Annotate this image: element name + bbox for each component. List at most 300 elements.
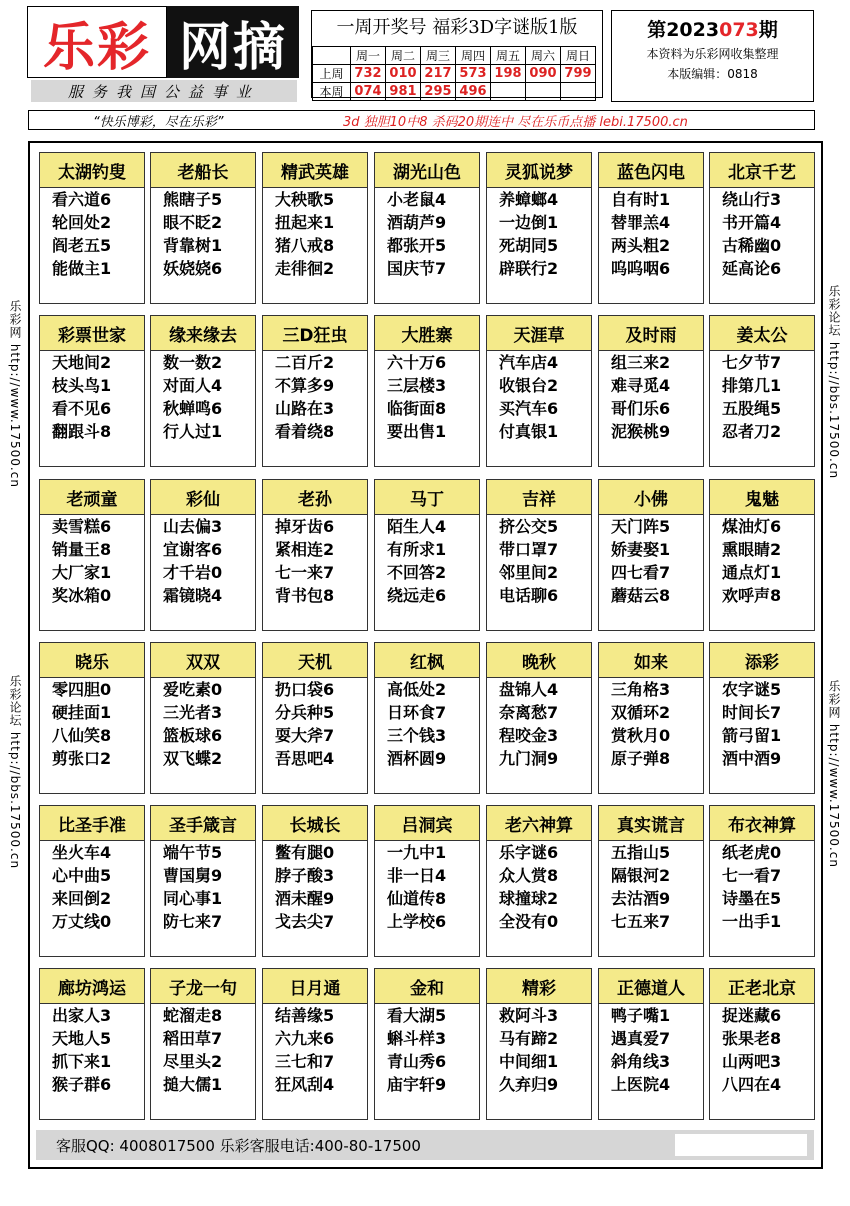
riddle-line: 乐字谜6 [499,843,559,862]
riddle-line: 心中曲5 [52,866,112,885]
riddle-line: 蛇溜走8 [163,1006,223,1025]
riddle-card [486,152,592,304]
riddle-line: 背靠树1 [163,236,223,255]
side-right-top[interactable]: 乐彩论坛 http://bbs.17500.cn [827,285,841,480]
riddle-line: 看六道6 [52,190,112,209]
card-title: 真实谎言 [599,806,703,841]
riddle-line: 九门洞9 [499,749,559,768]
draw-number: 198 [491,65,526,83]
riddle-line: 买汽车6 [499,399,559,418]
riddle-line: 庙宇轩9 [387,1075,447,1094]
riddle-card [709,805,815,957]
riddle-card [262,479,368,631]
riddle-card [262,642,368,794]
riddle-line: 国庆节7 [387,259,447,278]
riddle-line: 紧相连2 [275,540,335,559]
riddle-line: 非一日4 [387,866,447,885]
riddle-line: 扭起来1 [275,213,335,232]
card-title: 如来 [599,643,703,678]
draw-number: 496 [456,83,491,101]
day-header: 周二 [386,47,421,65]
card-title: 圣手箴言 [151,806,255,841]
ticker-quote: “快乐博彩，尽在乐彩” [93,114,224,130]
riddle-card [262,805,368,957]
riddle-line: 才千岩0 [163,563,223,582]
riddle-line: 尽里头2 [163,1052,223,1071]
riddle-line: 大厂家1 [52,563,112,582]
riddle-line: 狂风刮4 [275,1075,335,1094]
riddle-line: 大秧歌5 [275,190,335,209]
riddle-line: 酒杯圆9 [387,749,447,768]
riddle-line: 不回答2 [387,563,447,582]
riddle-line: 对面人4 [163,376,223,395]
riddle-line: 三角格3 [611,680,671,699]
riddle-line: 背书包8 [275,586,335,605]
riddle-line: 捉迷藏6 [722,1006,782,1025]
riddle-line: 稻田草7 [163,1029,223,1048]
riddle-card [150,805,256,957]
issue-note: 本资料为乐彩网收集整理 [646,47,779,61]
riddle-line: 上学校6 [387,912,447,931]
riddle-line: 蘑菇云8 [611,586,671,605]
riddle-card [374,152,480,304]
card-title: 正德道人 [599,969,703,1004]
riddle-line: 延高论6 [722,259,782,278]
riddle-card [598,315,704,467]
card-title: 晓乐 [40,643,144,678]
riddle-line: 三层楼3 [387,376,447,395]
card-title: 正老北京 [710,969,814,1004]
draw-number: 010 [386,65,421,83]
riddle-card [374,315,480,467]
riddle-line: 娇妻娶1 [611,540,671,559]
card-title: 布衣神算 [710,806,814,841]
riddle-line: 时间长7 [722,703,782,722]
riddle-line: 扔口袋6 [275,680,335,699]
card-title: 小佛 [599,480,703,515]
riddle-line: 七一看7 [722,866,782,885]
card-title: 长城长 [263,806,367,841]
riddle-line: 妖娆娆6 [163,259,223,278]
day-header: 周日 [561,47,596,65]
riddle-line: 篮板球6 [163,726,223,745]
riddle-line: 七五来7 [611,912,671,931]
ticker-promo[interactable]: 3d 独胆10中8 杀码20期连中 尽在乐币点播 lebi.17500.cn [343,114,688,130]
riddle-line: 高低处2 [387,680,447,699]
issue-num: 073 [719,19,759,41]
riddle-line: 双飞蝶2 [163,749,223,768]
riddle-line: 坐火车4 [52,843,112,862]
riddle-card [150,152,256,304]
riddle-line: 枝头鸟1 [52,376,112,395]
draw-corner [313,47,351,65]
riddle-line: 书开篇4 [722,213,782,232]
riddle-line: 死胡同5 [499,236,559,255]
riddle-line: 天门阵5 [611,517,671,536]
riddle-card [374,479,480,631]
footer-bar [36,1130,814,1160]
riddle-line: 赏秋月0 [611,726,671,745]
issue-number [612,15,813,42]
riddle-line: 零四胆0 [52,680,112,699]
riddle-line: 要出售1 [387,422,447,441]
riddle-line: 欢呼声8 [722,586,782,605]
riddle-line: 七一来7 [275,563,335,582]
riddle-line: 蝌斗样3 [387,1029,447,1048]
card-title: 红枫 [375,643,479,678]
riddle-line: 绕山行3 [722,190,782,209]
riddle-line: 奈离愁7 [499,703,559,722]
card-title: 太湖钓叟 [40,153,144,188]
riddle-card [39,479,145,631]
card-title: 老六神算 [487,806,591,841]
riddle-line: 三个钱3 [387,726,447,745]
riddle-line: 收银台2 [499,376,559,395]
riddle-line: 眼不眨2 [163,213,223,232]
riddle-line: 秋蝉鸣6 [163,399,223,418]
riddle-line: 熊瞎子5 [163,190,223,209]
riddle-line: 难寻觅4 [611,376,671,395]
riddle-line: 酒未醒9 [275,889,335,908]
card-title: 老顽童 [40,480,144,515]
riddle-line: 轮回处2 [52,213,112,232]
riddle-line: 宜谢客6 [163,540,223,559]
riddle-card [709,479,815,631]
row-label: 本周 [313,83,351,101]
riddle-line: 斜角线3 [611,1052,671,1071]
riddle-line: 能做主1 [52,259,112,278]
draw-number [491,83,526,101]
draw-table [312,46,596,101]
draw-number: 573 [456,65,491,83]
card-title: 彩票世家 [40,316,144,351]
riddle-line: 付真银1 [499,422,559,441]
riddle-line: 爱吃素0 [163,680,223,699]
card-title: 北京千艺 [710,153,814,188]
riddle-line: 泥猴桃9 [611,422,671,441]
riddle-card [598,152,704,304]
card-title: 天机 [263,643,367,678]
riddle-card [486,968,592,1120]
riddle-line: 辟联行2 [499,259,559,278]
riddle-line: 古稀幽0 [722,236,782,255]
day-header: 周六 [526,47,561,65]
day-header: 周四 [456,47,491,65]
riddle-card [39,152,145,304]
riddle-line: 卖雪糕6 [52,517,112,536]
riddle-line: 上医院4 [611,1075,671,1094]
slogan: 服务我国公益事业 [31,80,297,102]
logo [27,6,299,78]
riddle-line: 鳖有腿0 [275,843,335,862]
riddle-line: 天地间2 [52,353,112,372]
riddle-line: 吾思吧4 [275,749,335,768]
card-title: 缘来缘去 [151,316,255,351]
riddle-line: 二百斤2 [275,353,335,372]
riddle-line: 剪张口2 [52,749,112,768]
riddle-line: 纸老虎0 [722,843,782,862]
side-right-bottom[interactable]: 乐彩网 http://www.17500.cn [827,680,841,868]
riddle-line: 不算多9 [275,376,335,395]
riddle-card [150,968,256,1120]
riddle-line: 自有时1 [611,190,671,209]
riddle-line: 戈去尖7 [275,912,335,931]
riddle-line: 哥们乐6 [611,399,671,418]
riddle-line: 抓下来1 [52,1052,112,1071]
card-title: 大胜寨 [375,316,479,351]
riddle-line: 久弃归9 [499,1075,559,1094]
draw-number: 295 [421,83,456,101]
card-title: 吉祥 [487,480,591,515]
card-title: 精武英雄 [263,153,367,188]
riddle-line: 去沽酒9 [611,889,671,908]
riddle-card [486,642,592,794]
riddle-line: 救阿斗3 [499,1006,559,1025]
issue-suffix: 期 [758,19,778,41]
footer-contact: 客服QQ: 4008017500 乐彩客服电话:400-80-17500 [56,1136,421,1155]
riddle-line: 鸭子嘴1 [611,1006,671,1025]
issue-editor: 本版编辑：0818 [667,67,758,81]
riddle-line: 来回倒2 [52,889,112,908]
riddle-line: 两头粗2 [611,236,671,255]
riddle-line: 临街面8 [387,399,447,418]
card-title: 蓝色闪电 [599,153,703,188]
card-title: 天涯草 [487,316,591,351]
riddle-line: 行人过1 [163,422,223,441]
draw-number: 732 [351,65,386,83]
riddle-card [262,315,368,467]
riddle-line: 看着绕8 [275,422,335,441]
riddle-line: 掉牙齿6 [275,517,335,536]
card-title: 马丁 [375,480,479,515]
riddle-line: 八仙笑8 [52,726,112,745]
riddle-line: 挤公交5 [499,517,559,536]
riddle-line: 五股绳5 [722,399,782,418]
riddle-line: 销量王8 [52,540,112,559]
riddle-card [262,152,368,304]
riddle-line: 熏眼睛2 [722,540,782,559]
riddle-line: 猴子群6 [52,1075,112,1094]
riddle-line: 八四在4 [722,1075,782,1094]
card-title: 姜太公 [710,316,814,351]
riddle-line: 分兵种5 [275,703,335,722]
riddle-line: 全没有0 [499,912,559,931]
riddle-card [709,152,815,304]
riddle-card [150,642,256,794]
riddle-line: 万丈线0 [52,912,112,931]
riddle-line: 酒中酒9 [722,749,782,768]
riddle-line: 曹国舅9 [163,866,223,885]
logo-left: 乐彩 [27,6,167,78]
draw-number: 799 [561,65,596,83]
card-title: 双双 [151,643,255,678]
card-title: 子龙一句 [151,969,255,1004]
riddle-line: 脖子酸3 [275,866,335,885]
riddle-line: 山路在3 [275,399,335,418]
riddle-line: 霜镜晓4 [163,586,223,605]
riddle-line: 看大湖5 [387,1006,447,1025]
draw-number: 217 [421,65,456,83]
riddle-line: 张果老8 [722,1029,782,1048]
issue-box [611,10,814,102]
riddle-line: 数一数2 [163,353,223,372]
card-title: 廊坊鸿运 [40,969,144,1004]
riddle-card [262,968,368,1120]
riddle-card [39,805,145,957]
logo-right: 网摘 [167,6,299,78]
side-left-bottom[interactable]: 乐彩论坛 http://bbs.17500.cn [8,675,22,870]
riddle-line: 通点灯1 [722,563,782,582]
draw-number: 981 [386,83,421,101]
riddle-line: 四七看7 [611,563,671,582]
card-title: 及时雨 [599,316,703,351]
card-title: 灵狐说梦 [487,153,591,188]
riddle-card [486,315,592,467]
day-header: 周三 [421,47,456,65]
riddle-line: 诗墨在5 [722,889,782,908]
card-title: 比圣手准 [40,806,144,841]
issue-prefix: 第2023 [647,19,720,41]
riddle-line: 三七和7 [275,1052,335,1071]
riddle-line: 原子弹8 [611,749,671,768]
riddle-line: 青山秀6 [387,1052,447,1071]
riddle-line: 走徘徊2 [275,259,335,278]
riddle-line: 搥大儒1 [163,1075,223,1094]
riddle-line: 邻里间2 [499,563,559,582]
card-title: 添彩 [710,643,814,678]
day-header: 周五 [491,47,526,65]
riddle-card [598,479,704,631]
riddle-line: 山两吧3 [722,1052,782,1071]
card-title: 精彩 [487,969,591,1004]
riddle-line: 一九中1 [387,843,447,862]
riddle-line: 出家人3 [52,1006,112,1025]
weekly-draw-box [311,10,603,98]
riddle-card [374,968,480,1120]
riddle-line: 奖冰箱0 [52,586,112,605]
riddle-line: 酒葫芦9 [387,213,447,232]
riddle-card [39,968,145,1120]
riddle-line: 日环食7 [387,703,447,722]
riddle-line: 六十万6 [387,353,447,372]
card-title: 三D狂虫 [263,316,367,351]
riddle-line: 中间细1 [499,1052,559,1071]
draw-title: 一周开奖号 福彩3D字谜版1版 [336,17,578,38]
riddle-line: 七夕节7 [722,353,782,372]
riddle-card [709,642,815,794]
riddle-card [374,805,480,957]
riddle-line: 双循环2 [611,703,671,722]
riddle-line: 六九来6 [275,1029,335,1048]
riddle-card [150,479,256,631]
riddle-line: 猪八戒8 [275,236,335,255]
riddle-card [150,315,256,467]
riddle-line: 端午节5 [163,843,223,862]
riddle-card [486,479,592,631]
riddle-line: 仙道传8 [387,889,447,908]
riddle-line: 同心事1 [163,889,223,908]
draw-number [561,83,596,101]
riddle-line: 一边倒1 [499,213,559,232]
day-header: 周一 [351,47,386,65]
riddle-line: 呜呜咽6 [611,259,671,278]
riddle-line: 耍大斧7 [275,726,335,745]
card-title: 湖光山色 [375,153,479,188]
riddle-line: 农字谜5 [722,680,782,699]
riddle-card [374,642,480,794]
riddle-line: 结善缘5 [275,1006,335,1025]
card-title: 晚秋 [487,643,591,678]
riddle-card [39,642,145,794]
card-title: 鬼魅 [710,480,814,515]
riddle-line: 遇真爱7 [611,1029,671,1048]
riddle-line: 盘锦人4 [499,680,559,699]
card-title: 老孙 [263,480,367,515]
riddle-line: 小老鼠4 [387,190,447,209]
riddle-line: 众人赏8 [499,866,559,885]
card-title: 吕洞宾 [375,806,479,841]
ticker-bar [28,110,815,130]
riddle-line: 汽车店4 [499,353,559,372]
riddle-line: 看不见6 [52,399,112,418]
riddle-line: 陌生人4 [387,517,447,536]
riddle-line: 马有蹄2 [499,1029,559,1048]
riddle-line: 一出手1 [722,912,782,931]
riddle-line: 忍者刀2 [722,422,782,441]
riddle-line: 程咬金3 [499,726,559,745]
riddle-line: 五指山5 [611,843,671,862]
riddle-card [598,642,704,794]
draw-number: 074 [351,83,386,101]
draw-number [526,83,561,101]
riddle-line: 防七来7 [163,912,223,931]
riddle-line: 箭弓留1 [722,726,782,745]
riddle-card [709,315,815,467]
riddle-line: 硬挂面1 [52,703,112,722]
riddle-line: 球撞球2 [499,889,559,908]
riddle-line: 天地人5 [52,1029,112,1048]
riddle-line: 排第几1 [722,376,782,395]
riddle-line: 三光者3 [163,703,223,722]
riddle-card [598,805,704,957]
riddle-card [709,968,815,1120]
riddle-line: 翻跟斗8 [52,422,112,441]
riddle-line: 电话聊6 [499,586,559,605]
riddle-card [39,315,145,467]
riddle-line: 养蟑螂4 [499,190,559,209]
card-title: 日月通 [263,969,367,1004]
draw-number: 090 [526,65,561,83]
riddle-line: 都张开5 [387,236,447,255]
riddle-line: 山去偏3 [163,517,223,536]
riddle-line: 带口罩7 [499,540,559,559]
riddle-line: 绕远走6 [387,586,447,605]
side-left-top[interactable]: 乐彩网 http://www.17500.cn [8,300,22,488]
riddle-line: 阎老五5 [52,236,112,255]
riddle-card [486,805,592,957]
card-title: 金和 [375,969,479,1004]
riddle-line: 替罪羔4 [611,213,671,232]
footer-blank-box [675,1134,807,1156]
riddle-card [598,968,704,1120]
riddle-line: 组三来2 [611,353,671,372]
row-label: 上周 [313,65,351,83]
card-title: 老船长 [151,153,255,188]
riddle-line: 有所求1 [387,540,447,559]
riddle-line: 隔银河2 [611,866,671,885]
riddle-line: 煤油灯6 [722,517,782,536]
card-title: 彩仙 [151,480,255,515]
